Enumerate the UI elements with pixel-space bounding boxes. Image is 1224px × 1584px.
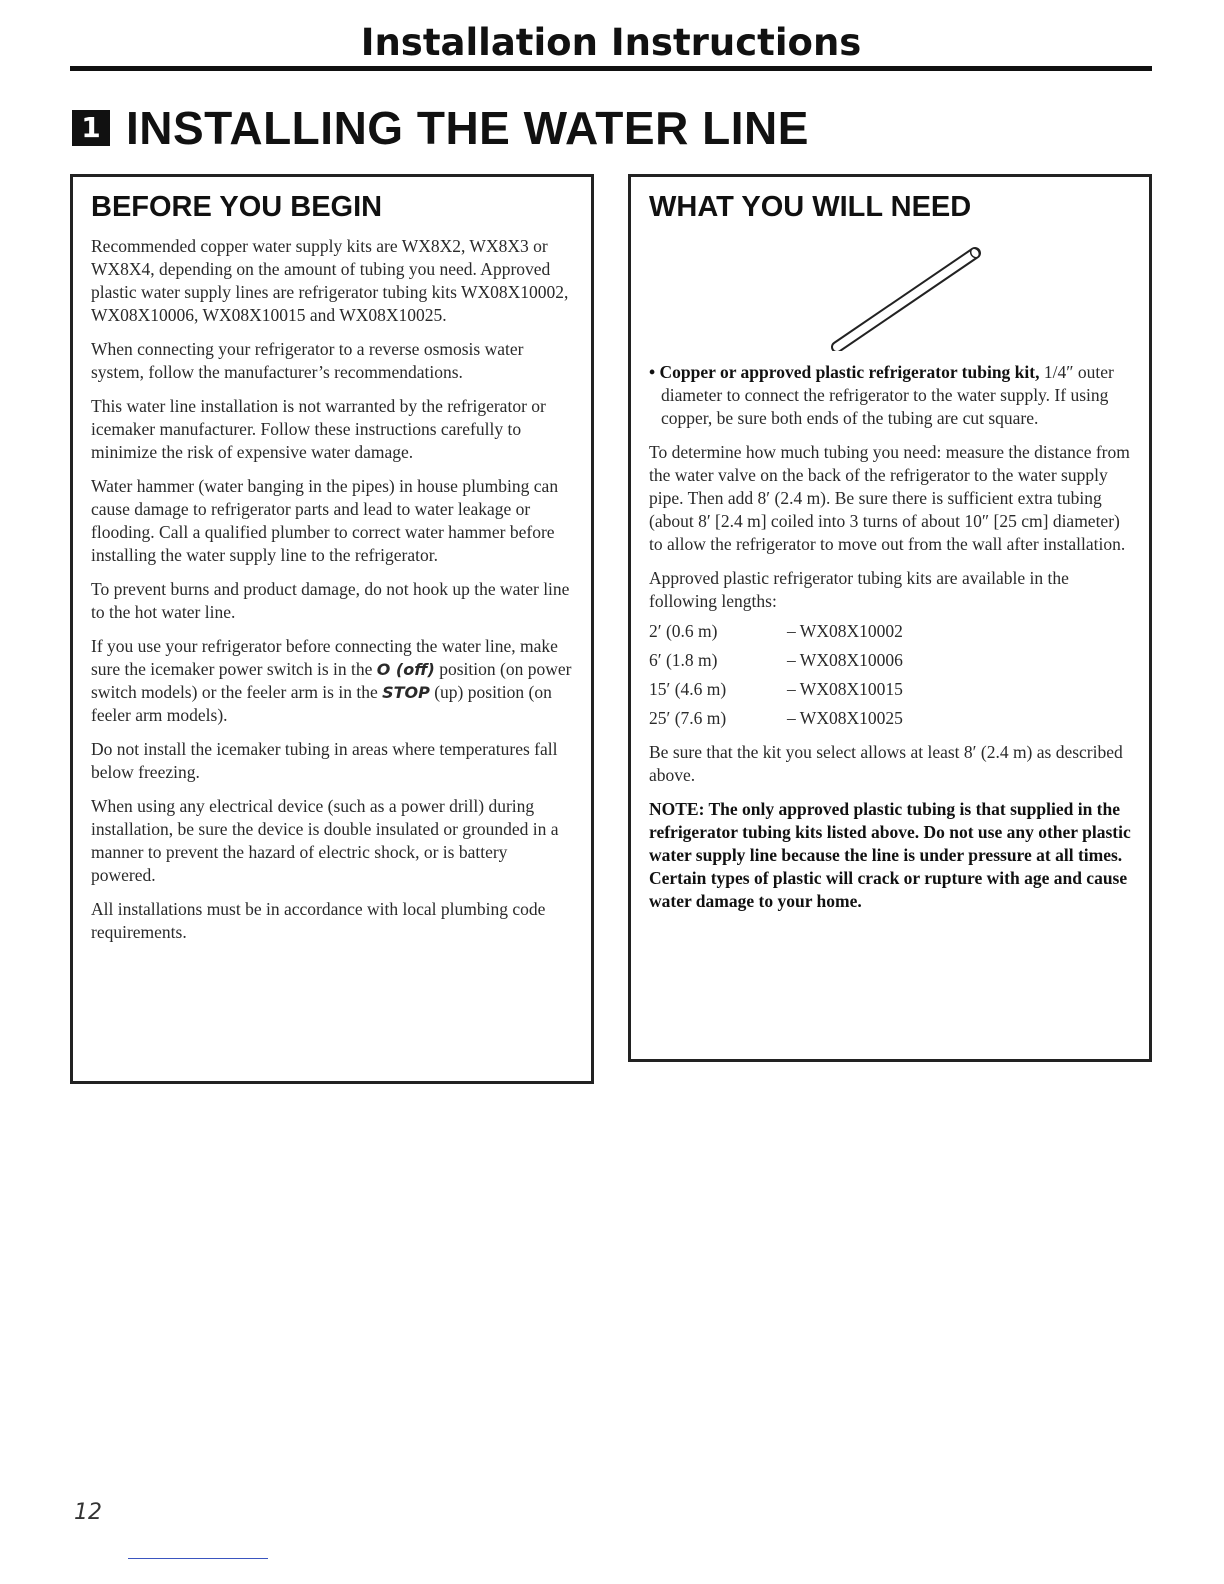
length-cell: 6′ (1.8 m) xyxy=(649,650,718,670)
table-row xyxy=(649,646,1131,675)
off-position-label: O (off) xyxy=(376,660,435,679)
tubing-kit-bullet-bold: • Copper or approved plastic refrigerator tubing kit, xyxy=(649,362,1040,382)
tubing-icon xyxy=(649,235,1133,351)
p6-text-a: If you use your refrigerator before connecting the water line, make sure the icemaker power switch is in the xyxy=(91,636,558,679)
before-paragraph-5: To prevent burns and product damage, do not hook up the water line to the hot water line. xyxy=(91,579,570,622)
need-paragraph-2: Approved plastic refrigerator tubing kits are available in the following lengths: xyxy=(649,568,1069,611)
kit-cell: – WX08X10002 xyxy=(787,621,903,641)
before-paragraph-2: When connecting your refrigerator to a reverse osmosis water system, follow the manufacturer’s recommendations. xyxy=(91,339,524,382)
need-paragraph-3: Be sure that the kit you select allows at least 8′ (2.4 m) as described above. xyxy=(649,742,1123,785)
plastic-tubing-note: NOTE: The only approved plastic tubing is that supplied in the refrigerator tubing kits listed above. Do not use any other plastic water supply line because the line is under pressure at all times. Certain types of plastic will crack or rupture with age and cause water damage to your home. xyxy=(649,799,1131,911)
before-paragraph-7: Do not install the icemaker tubing in areas where temperatures fall below freezing. xyxy=(91,739,558,782)
before-paragraph-6 xyxy=(91,635,573,727)
kit-cell: – WX08X10025 xyxy=(787,708,903,728)
table-row xyxy=(649,675,1131,704)
what-you-will-need-title: WHAT YOU WILL NEED xyxy=(649,191,972,223)
tubing-illustration xyxy=(649,235,1131,351)
header-rule xyxy=(70,66,1152,71)
before-you-begin-title: BEFORE YOU BEGIN xyxy=(91,191,383,223)
length-cell: 2′ (0.6 m) xyxy=(649,621,718,641)
section-title: INSTALLING THE WATER LINE xyxy=(126,102,809,154)
page-number: 12 xyxy=(74,1500,102,1525)
kit-cell: – WX08X10006 xyxy=(787,650,903,670)
footer-rule xyxy=(128,1558,268,1559)
table-row xyxy=(649,704,1131,733)
tubing-kit-bullet xyxy=(649,361,1131,430)
page-header-title: Installation Instructions xyxy=(360,21,862,64)
tubing-lengths-table xyxy=(649,617,1131,733)
kit-cell: – WX08X10015 xyxy=(787,679,903,699)
before-paragraph-3: This water line installation is not warranted by the refrigerator or icemaker manufacturer. Follow these instructions carefully to minimize the risk of expensive water damage. xyxy=(91,396,546,462)
length-cell: 15′ (4.6 m) xyxy=(649,679,727,699)
need-paragraph-1: To determine how much tubing you need: measure the distance from the water valve on the back of the refrigerator to the water supply pipe. Then add 8′ (2.4 m). Be sure there is sufficient extra tubing (about 8′ [2.4 m] coiled into 3 turns of about 10″ [25 cm] diameter) to allow the refrigerator to move out from the wall after installation. xyxy=(649,442,1130,554)
length-cell: 25′ (7.6 m) xyxy=(649,708,727,728)
before-paragraph-1: Recommended copper water supply kits are WX8X2, WX8X3 or WX8X4, depending on the amount of tubing you need. Approved plastic water supply lines are refrigerator tubing kits WX08X10002, WX08X10006, WX08X10015 and WX08X10025. xyxy=(91,236,569,325)
p6-text-b: position (on power switch models) or the feeler arm is in the xyxy=(91,659,572,702)
before-paragraph-9: All installations must be in accordance with local plumbing code requirements. xyxy=(91,899,546,942)
tubing-kit-bullet-text: 1/4″ outer diameter to connect the refrigerator to the water supply. If using copper, be sure both ends of the tubing are cut square. xyxy=(661,362,1114,428)
stop-position-label: STOP xyxy=(382,683,430,702)
section-number-badge: 1 xyxy=(72,110,110,146)
p6-text-c: (up) position (on feeler arm models). xyxy=(91,682,552,725)
table-row xyxy=(649,617,1131,646)
what-you-will-need-box xyxy=(628,174,1152,1062)
before-paragraph-4: Water hammer (water banging in the pipes) in house plumbing can cause damage to refrigerator parts and lead to water leakage or flooding. Call a qualified plumber to correct water hammer before installing the water supply line to the refrigerator. xyxy=(91,476,559,565)
before-you-begin-box xyxy=(70,174,594,1084)
before-paragraph-8: When using any electrical device (such as a power drill) during installation, be sure the device is double insulated or grounded in a manner to prevent the hazard of electric shock, or is battery powered. xyxy=(91,796,559,885)
